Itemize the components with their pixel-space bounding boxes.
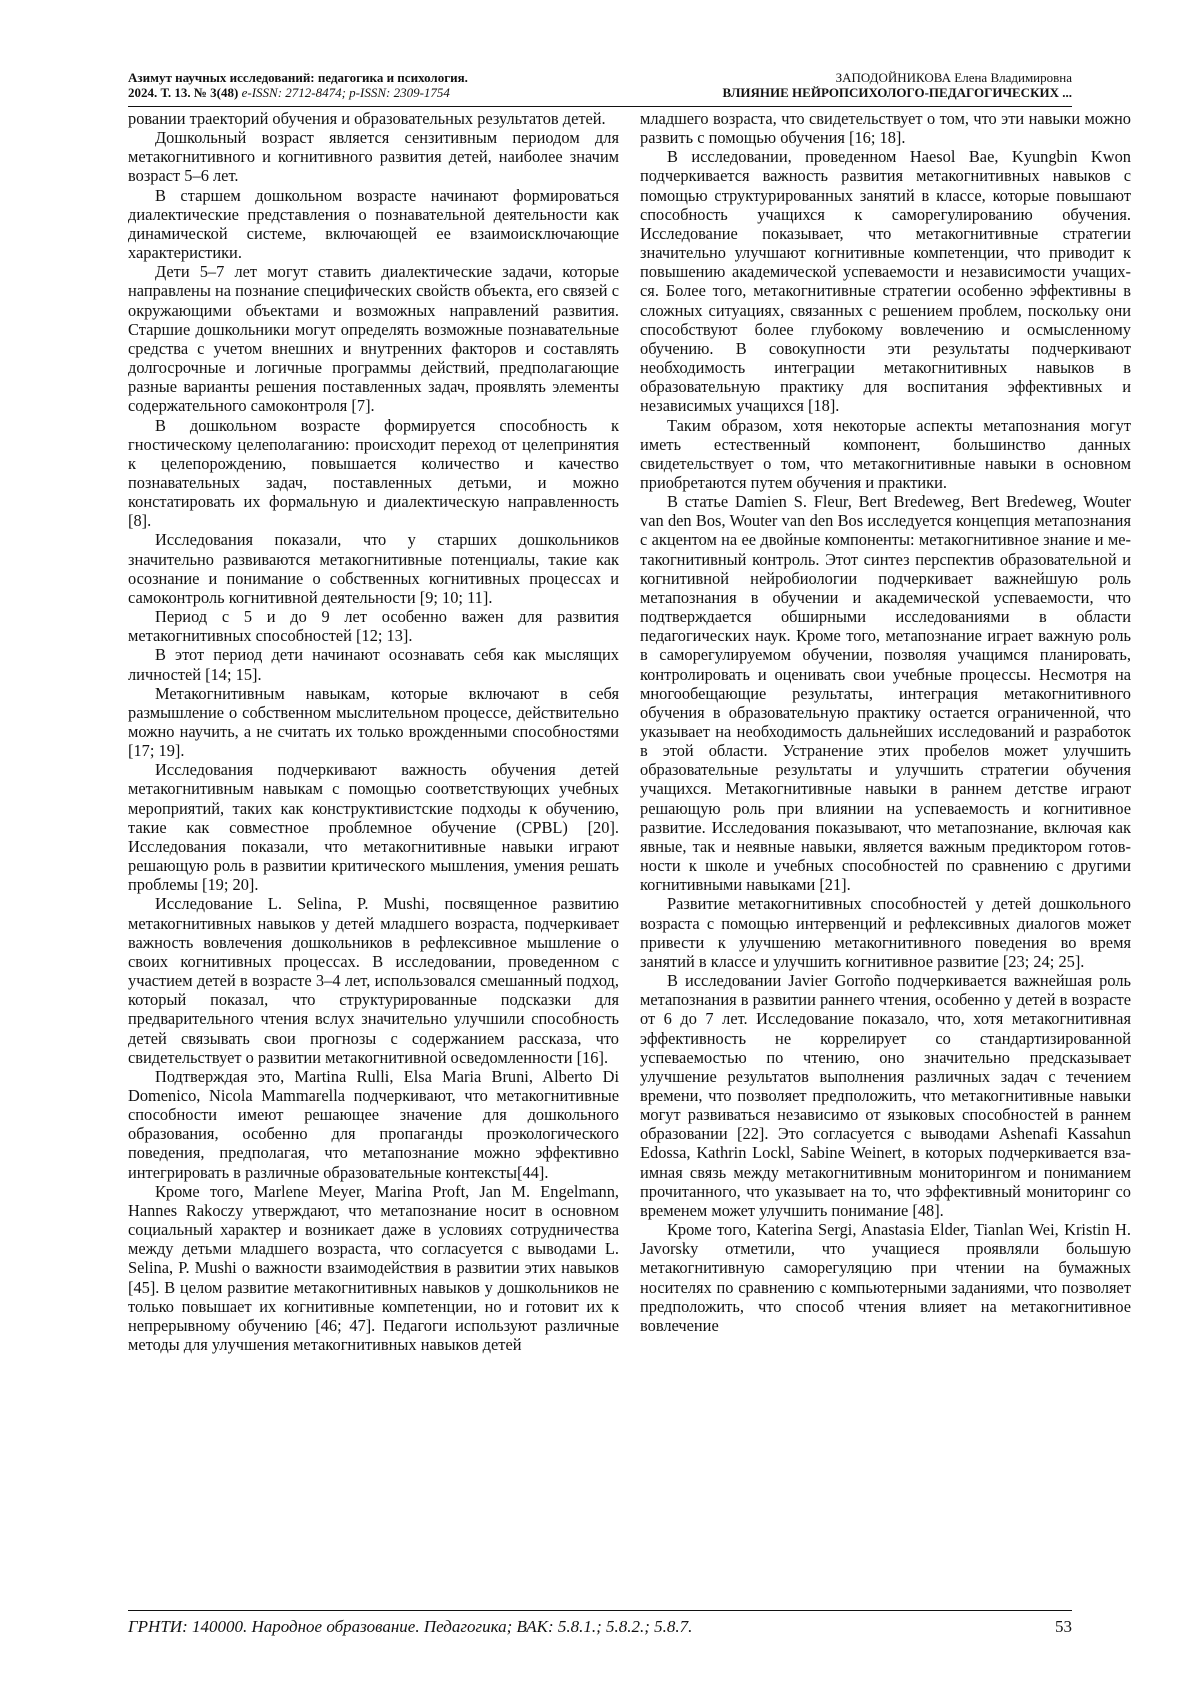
paragraph: В старшем дошкольном возрасте начинают формироваться диалектические представления о познавательной деятельности как динамической системе, включающей ее взаимоисключающие характеристики. [128,185,619,263]
right-column [640,109,1131,1607]
classification-codes: ГРНТИ: 140000. Народное образование. Педагогика; ВАК: 5.8.1.; 5.8.2.; 5.8.7. [128,1617,693,1636]
page-number: 53 [1055,1617,1072,1636]
paragraph: Метакогнитивным навыкам, которые включают в себя размышление о собственном мыслительном процессе, действительно можно научить, а не считать их только врожденными способностями [17; 19]. [128,683,619,761]
paragraph: Исследование L. Selina, P. Mushi, посвященное развитию метакогнитивных навыков у детей младшего возраста, подчеркивает важность вовлечения дошкольников в рефлексивное мышление о своих когнитивных процессах. В исследовании, проведенном с участием детей в возрасте 3–4 лет, использовался смешанный подход, который показал, что структурированные подсказки для предварительного чтения вслух значительно улучшили способность детей связывать свои прогнозы с содержанием рассказа, что свидетельствует о развитии метакогнитивной осведомленности [16]. [128,894,619,1067]
page-header [128,70,1072,106]
paragraph: В статье Damien S. Fleur, Bert Bredeweg, Bert Bredeweg, Wouter van den Bos, Wouter van den Bos исследуется концепция метапознания с акцентом на ее двойные компоненты: метакогнитивное знание и метакогнитивный контроль. Этот синтез перспектив образовательной и когнитивной нейробиологии подчеркивает важнейшую роль метапознания в обучении и академической успеваемости, что подтверждается обширными исследованиями в области педагогических наук. Кроме того, метапознание играет важную роль в саморегулируемом обучении, позволяя учащимся планировать, контролировать и оценивать свои учебные процессы. Несмотря на многообещающие результаты, интеграция метакогнитивного обучения в образовательную практику остается ограниченной, что указывает на необходимость дальнейших исследований и разработок в этой области. Устранение этих пробелов может улучшить образовательные результаты и улучшить стратегии обучения учащихся. Метакогнитивные навыки в раннем детстве играют решающую роль при влиянии на успеваемость и когнитивное развитие. Исследования показывают, что метапознание, включая как явные, так и неявные навыки, является важным предиктором готовности к школе и учебных способностей по сравнению с другими когнитивными навыками [21]. [640,492,1131,895]
page-footer [128,1617,1072,1639]
paragraph: В исследовании Javier Gorroño подчеркивается важнейшая роль метапознания в развитии раннего чтения, особенно у детей в возрасте от 6 до 7 лет. Исследование показало, что, хотя метакогнитивная эффективность не коррелирует со стандартизированной успеваемостью по чтению, оно значительно предсказывает улучшение результатов выполнения различных задач с течением времени, что позволяет предположить, что метакогнитивные навыки могут развиваться независимо от языковых способностей в раннем образовании [22]. Это согласуется с выводами Ashenafi Kassahun Edossa, Kathrin Lockl, Sabine Weinert, в которых подчеркивается взаимная связь между метакогнитивным мониторингом и пониманием прочитанного, что указывает на то, что эффективный мониторинг со временем может улучшить понимание [48]. [640,971,1131,1220]
journal-issue [128,85,468,100]
journal-issn: e-ISSN: 2712-8474; p-ISSN: 2309-1754 [241,85,450,100]
article-running-title: ВЛИЯНИЕ НЕЙРОПСИХОЛОГО-ПЕДАГОГИЧЕСКИХ ... [722,85,1072,100]
header-rule [128,106,1072,107]
left-column [128,109,619,1607]
paragraph: В дошкольном возрасте формируется способность к гностическому целеполаганию: происходит переход от целепринятия к целепорождению, повышается количество и качество познавательных задач, поставленных детьми, и можно констатировать их формальную и диалектическую направленность [8]. [128,415,619,531]
paragraph: В исследовании, проведенном Haesol Bae, Kyungbin Kwon подчеркивается важность развития метакогнитивных навыков с помощью структурированных занятий в классе, которые повышают способность учащихся к саморегулированию обучения. Исследование показывает, что метакогнитивные стратегии значительно улучшают когнитивные компетенции, что приводит к повышению академической успеваемости и независимости учащихся. Более того, метакогнитивные стратегии особенно эффективны в сложных ситуациях, связанных с решением проблем, поскольку они способствуют более глубокому вовлечению и осмысленному обучению. В совокупности эти результаты подчеркивают необходимость интеграции метакогнитивных навыков в образовательную практику для воспитания эффективных и независимых учащихся [18]. [640,147,1131,416]
article-info [723,70,1072,100]
paragraph: Кроме того, Katerina Sergi, Anastasia Elder, Tianlan Wei, Kristin H. Javorsky отметили, что учащиеся проявляли большую метакогнитивную саморегуляцию при чтении на бумажных носителях по сравнению с компьютерными заданиями, что позволяет предположить, что способ чтения влияет на метакогнитивное вовлечение [640,1220,1131,1335]
paragraph: Подтверждая это, Martina Rulli, Elsa Maria Bruni, Alberto Di Domenico, Nicola Mammarella подчеркивают, что метакогнитивные способности имеют решающее значение для дошкольного образования, особенно для пропаганды проэкологического поведения, предполагая, что метапознание можно эффективно интегрировать в различные образовательные контексты[44]. [128,1066,619,1182]
paragraph: Развитие метакогнитивных способностей у детей дошкольного возраста с помощью интервенций и рефлексивных диалогов может привести к улучшению метакогнитивного поведения во время занятий в классе и улучшить когнитивное развитие [23; 24; 25]. [640,894,1131,971]
paragraph: ровании траекторий обучения и образовательных результатов детей. [128,109,606,128]
journal-volume: 2024. Т. 13. № 3(48) [128,85,239,100]
paragraph: Таким образом, хотя некоторые аспекты метапознания могут иметь естественный компонент, большинство данных свидетельствует о том, что метакогнитивные навыки в основном приобретаются путем обучения и практики. [640,415,1131,492]
paragraph: Дети 5–7 лет могут ставить диалектические задачи, которые направлены на познание специфических свойств объекта, его связей с окружающими объектами и возможных направлений развития. Старшие дошкольники могут определять возможные познавательные средства с учетом внешних и внутренних факторов и составлять долгосрочные и логичные программы действий, предполагающие разные варианты решения поставленных задач, проявлять элементы содержательного самоконтроля [7]. [128,262,619,416]
paragraph: Кроме того, Marlene Meyer, Marina Proft, Jan M. Engelmann, Hannes Rakoczy утверждают, что метапознание носит в основном социальный характер и возникает даже в условиях сотрудничества между детьми младшего возраста, что согласуется с выводами L. Selina, P. Mushi о важности взаимодействия в развитии этих навыков [45]. В целом развитие метакогнитивных навыков у дошкольников не только повышает их когнитивные компетенции, но и готовит их к непрерывному обучению [46; 47]. Педагоги используют различные методы для улучшения метакогнитивных навыков детей [128,1181,619,1354]
paragraph: младшего возраста, что свидетельствует о том, что эти навыки можно развить с помощью обучения [16; 18]. [640,109,1131,148]
paragraph: Дошкольный возраст является сензитивным периодом для метакогнитивного и когнитивного развития детей, наиболее значим возраст 5–6 лет. [128,128,619,186]
paragraph: В этот период дети начинают осознавать себя как мыслящих личностей [14; 15]. [128,645,619,684]
footer-rule [128,1610,1072,1611]
journal-info [128,70,468,100]
paragraph: Период с 5 и до 9 лет особенно важен для развития метакогнитивных способностей [12; 13]. [128,607,619,646]
article-author: ЗАПОДОЙНИКОВА Елена Владимировна [835,70,1072,85]
paragraph: Исследования подчеркивают важность обучения детей метакогнитивным навыкам с помощью соответствующих учебных мероприятий, таких как конструктивистские подходы к обучению, такие как совместное проблемное обучение (CPBL) [20]. Исследования показали, что метакогнитивные навыки играют решающую роль в развитии критического мышления, умения решать проблемы [19; 20]. [128,760,619,895]
paragraph: Исследования показали, что у старших дошкольников значительно развиваются метакогнитивные потенциалы, такие как осознание и понимание о собственных когнитивных процессах и самоконтроль когнитивной деятельности [9; 10; 11]. [128,530,619,607]
journal-title: Азимут научных исследований: педагогика и психология. [128,70,468,85]
